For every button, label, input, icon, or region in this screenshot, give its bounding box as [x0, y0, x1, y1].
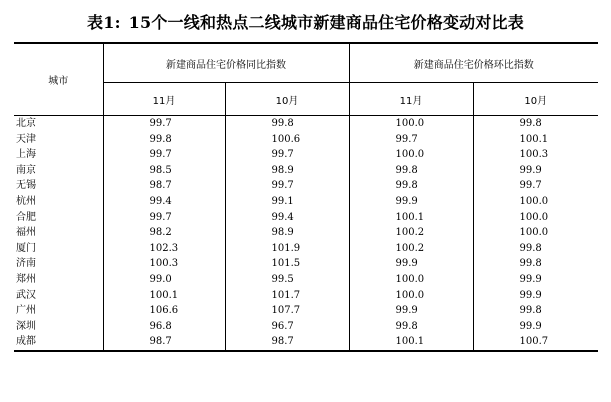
- mom-oct-cell: 100.1: [473, 132, 598, 148]
- city-cell: 深圳: [16, 320, 36, 332]
- yoy-nov-cell: 102.3: [103, 241, 225, 257]
- table-row: [14, 225, 598, 241]
- mom-oct-cell: 99.7: [473, 178, 598, 194]
- table-row: [14, 272, 598, 288]
- table-row: [14, 178, 598, 194]
- table-number: 表1:: [87, 13, 121, 32]
- yoy-oct-cell: 99.4: [225, 210, 349, 226]
- mom-oct-cell: 100.0: [473, 210, 598, 226]
- mom-oct-cell: 99.8: [473, 256, 598, 272]
- yoy-oct-cell: 99.7: [225, 147, 349, 163]
- table-row: [14, 303, 598, 319]
- city-cell: 济南: [16, 258, 36, 270]
- yoy-oct-cell: 98.9: [225, 163, 349, 179]
- mom-nov-cell: 99.8: [349, 178, 473, 194]
- yoy-oct-cell: 100.6: [225, 132, 349, 148]
- mom-oct-cell: 100.3: [473, 147, 598, 163]
- mom-oct-cell: 99.9: [473, 272, 598, 288]
- yoy-oct-cell: 99.8: [225, 116, 349, 132]
- table-body: [14, 116, 598, 351]
- city-cell: 天津: [16, 133, 36, 145]
- yoy-nov-cell: 100.3: [103, 256, 225, 272]
- city-cell: 郑州: [16, 273, 36, 285]
- city-cell: 广州: [16, 305, 36, 317]
- mom-oct-cell: 100.0: [473, 225, 598, 241]
- yoy-group-header: 新建商品住宅价格同比指数: [103, 43, 349, 83]
- mom-nov-cell: 100.0: [349, 288, 473, 304]
- mom-nov-cell: 100.0: [349, 147, 473, 163]
- yoy-oct-cell: 101.9: [225, 241, 349, 257]
- mom-nov-cell: 99.9: [349, 256, 473, 272]
- yoy-oct-cell: 96.7: [225, 319, 349, 335]
- table-row: [14, 194, 598, 210]
- mom-oct-cell: 100.0: [473, 194, 598, 210]
- mom-group-header: 新建商品住宅价格环比指数: [349, 43, 598, 83]
- header-row-groups: [14, 43, 598, 83]
- table-row: [14, 256, 598, 272]
- yoy-nov-cell: 98.5: [103, 163, 225, 179]
- table-row: [14, 241, 598, 257]
- yoy-nov-cell: 99.8: [103, 132, 225, 148]
- table-row: [14, 132, 598, 148]
- yoy-oct-cell: 99.1: [225, 194, 349, 210]
- city-column-header: 城市: [14, 43, 103, 116]
- yoy-nov-cell: 99.7: [103, 147, 225, 163]
- table-title-text: 15个一线和热点二线城市新建商品住宅价格变动对比表: [128, 13, 524, 32]
- table-row: [14, 319, 598, 335]
- mom-nov-cell: 99.9: [349, 303, 473, 319]
- table-row: [14, 147, 598, 163]
- city-cell: 武汉: [16, 289, 36, 301]
- mom-oct-cell: 99.8: [473, 116, 598, 132]
- yoy-oct-cell: 107.7: [225, 303, 349, 319]
- yoy-nov-cell: 98.7: [103, 178, 225, 194]
- mom-oct-cell: 99.9: [473, 288, 598, 304]
- mom-nov-cell: 100.0: [349, 116, 473, 132]
- mom-oct-cell: 99.9: [473, 163, 598, 179]
- mom-nov-cell: 100.2: [349, 241, 473, 257]
- mom-oct-cell: 100.7: [473, 334, 598, 351]
- price-index-table: [14, 42, 598, 352]
- table-row: [14, 163, 598, 179]
- yoy-nov-cell: 106.6: [103, 303, 225, 319]
- mom-oct-cell: 99.9: [473, 319, 598, 335]
- yoy-oct-cell: 101.5: [225, 256, 349, 272]
- mom-nov-cell: 99.9: [349, 194, 473, 210]
- city-cell: 成都: [14, 334, 103, 351]
- city-cell: 无锡: [16, 180, 36, 192]
- mom-nov-cell: 100.1: [349, 210, 473, 226]
- city-cell: 合肥: [16, 211, 36, 223]
- yoy-oct-cell: 101.7: [225, 288, 349, 304]
- table-row: [14, 334, 598, 351]
- mom-oct-cell: 99.8: [473, 241, 598, 257]
- yoy-oct-cell: 98.9: [225, 225, 349, 241]
- mom-nov-cell: 99.8: [349, 163, 473, 179]
- city-cell: 福州: [16, 227, 36, 239]
- city-cell: 北京: [16, 118, 36, 129]
- yoy-oct-cell: 99.5: [225, 272, 349, 288]
- yoy-oct-cell: 99.7: [225, 178, 349, 194]
- mom-nov-cell: 100.1: [349, 334, 473, 351]
- month-header-mom-nov: 11月: [349, 83, 473, 116]
- mom-nov-cell: 99.8: [349, 319, 473, 335]
- table-title: [0, 10, 611, 33]
- month-header-yoy-nov: 11月: [103, 83, 225, 116]
- city-cell: 厦门: [16, 242, 36, 254]
- month-header-yoy-oct: 10月: [225, 83, 349, 116]
- yoy-nov-cell: 96.8: [103, 319, 225, 335]
- mom-nov-cell: 100.0: [349, 272, 473, 288]
- yoy-nov-cell: 98.2: [103, 225, 225, 241]
- yoy-nov-cell: 99.4: [103, 194, 225, 210]
- month-header-mom-oct: 10月: [473, 83, 598, 116]
- yoy-oct-cell: 98.7: [225, 334, 349, 351]
- table-row: [14, 116, 598, 132]
- city-cell: 杭州: [16, 195, 36, 207]
- city-cell: 南京: [16, 164, 36, 176]
- yoy-nov-cell: 99.0: [103, 272, 225, 288]
- city-cell: 上海: [16, 149, 36, 161]
- yoy-nov-cell: 99.7: [103, 210, 225, 226]
- table-row: [14, 288, 598, 304]
- mom-nov-cell: 100.2: [349, 225, 473, 241]
- mom-nov-cell: 99.7: [349, 132, 473, 148]
- table-row: [14, 210, 598, 226]
- yoy-nov-cell: 100.1: [103, 288, 225, 304]
- yoy-nov-cell: 99.7: [103, 116, 225, 132]
- yoy-nov-cell: 98.7: [103, 334, 225, 351]
- mom-oct-cell: 99.8: [473, 303, 598, 319]
